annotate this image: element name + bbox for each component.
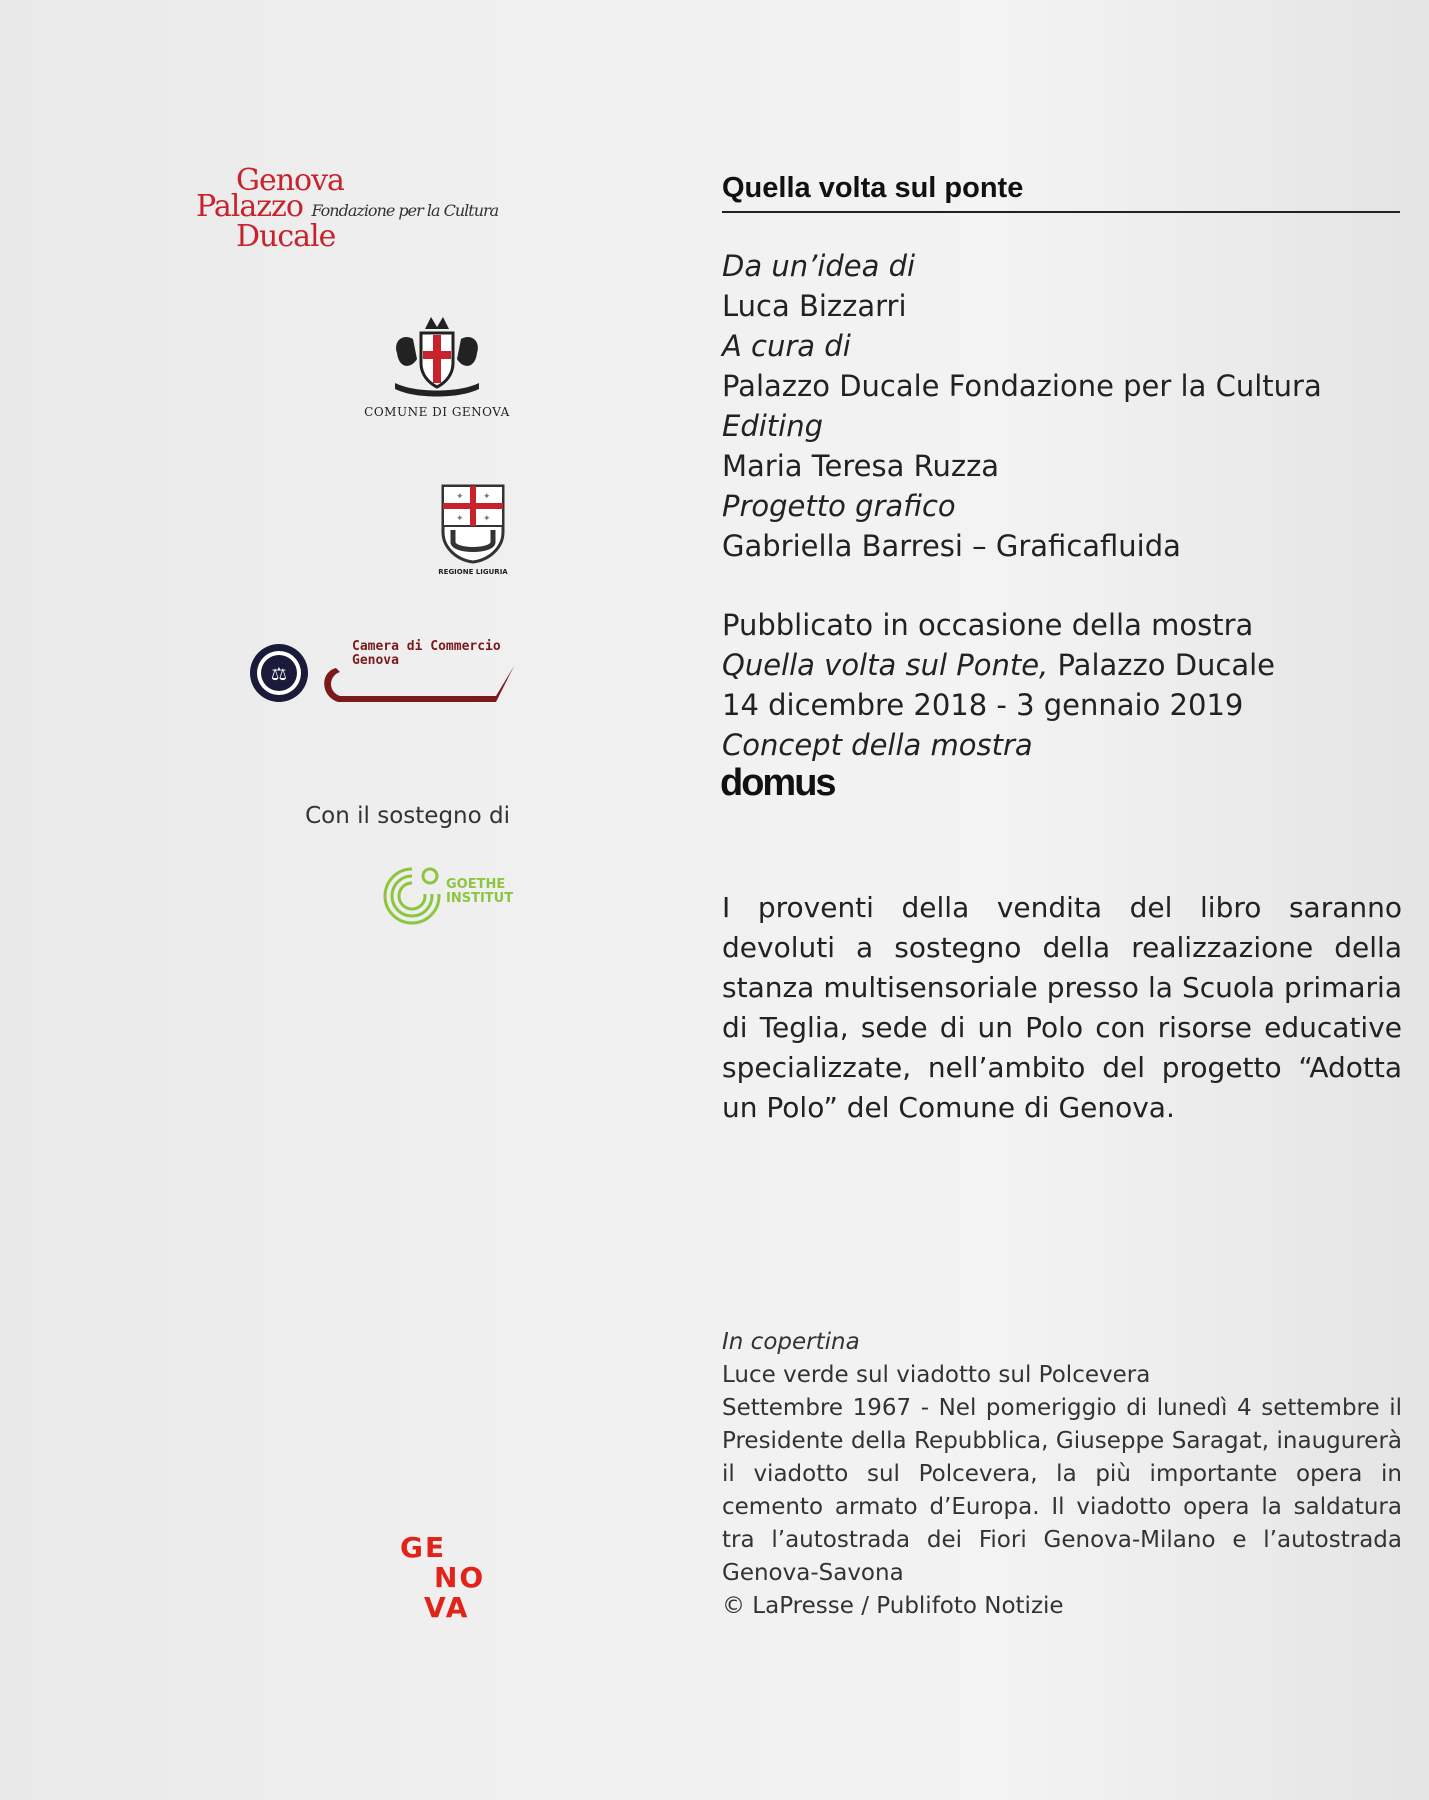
credit-line: Palazzo Ducale Fondazione per la Cultura <box>722 369 1322 403</box>
svg-text:✦: ✦ <box>456 514 464 524</box>
regione-shield-icon <box>439 482 507 564</box>
photo-credit: © LaPresse / Publifoto Notizie <box>722 1593 1064 1619</box>
logo-line-palazzo: Palazzo Fondazione per la Cultura <box>196 189 499 224</box>
proceeds-paragraph: I proventi della vendita del libro saranno devoluti a sostegno della realizzazione della stanza multisensoriale presso la Scuola primaria di Teglia, sede di un Polo con risorse educative specializzate, nell’ambito del progetto “Adotta un Polo” del Comune di Genova. <box>722 891 1402 1124</box>
title-block <box>722 172 1400 213</box>
svg-text:✦: ✦ <box>483 514 491 524</box>
credit-line: Luca Bizzarri <box>722 289 907 323</box>
cover-body: Settembre 1967 - Nel pomeriggio di lunedì 4 settembre il Presidente della Repubblica, Giuseppe Saragat, inaugurerà il viadotto sul Polcevera, la più importante opera in cemento armato d’Europa. Il viadotto opera la saldatura tra l’autostrada dei Fiori Genova-Milano e l’autostrada Genova-Savona <box>722 1395 1402 1586</box>
palazzo-ducale-logo <box>196 163 516 258</box>
credit-line: Progetto grafico <box>722 489 956 523</box>
credits-list <box>722 246 1382 566</box>
domus-logo: domus <box>720 762 835 804</box>
logo-line-genova: Genova <box>236 163 344 198</box>
svg-text:✦: ✦ <box>483 492 491 502</box>
comune-di-genova-logo <box>362 313 512 421</box>
sostegno-label: Con il sostegno di <box>305 803 510 829</box>
page-title: Quella volta sul ponte <box>722 172 1024 204</box>
goethe-spiral-icon <box>382 864 444 926</box>
credit-line: Da un’idea di <box>722 249 916 283</box>
publication-line: Pubblicato in occasione della mostra <box>722 608 1254 642</box>
camera-swoosh-icon <box>316 662 516 706</box>
comune-label: COMUNE DI GENOVA <box>364 405 510 419</box>
regione-liguria-logo <box>436 482 510 578</box>
regione-label: REGIONE LIGURIA <box>438 568 508 576</box>
logo-line-ducale: Ducale <box>236 219 336 254</box>
credit-line: Gabriella Barresi – Graficafluida <box>722 529 1181 563</box>
camera-di-commercio-logo <box>248 636 510 708</box>
cover-title: Luce verde sul viadotto sul Polcevera <box>722 1362 1151 1388</box>
logo-subtitle: Fondazione per la Cultura <box>311 201 499 220</box>
camera-label: Camera di Commercio Genova <box>352 639 501 668</box>
goethe-institut-logo <box>382 864 512 928</box>
cover-heading: In copertina <box>722 1329 860 1355</box>
publication-dates: 14 dicembre 2018 - 3 gennaio 2019 <box>722 688 1244 722</box>
genova-brand-logo: GE NO VA <box>400 1531 486 1624</box>
publication-info <box>722 605 1402 765</box>
publication-line: Quella volta sul Ponte, Palazzo Ducale <box>722 648 1276 682</box>
concept-label: Concept della mostra <box>722 728 1033 762</box>
chamber-seal-icon <box>248 642 310 704</box>
svg-text:⚖: ⚖ <box>270 664 288 685</box>
credit-line: Maria Teresa Ruzza <box>722 449 1000 483</box>
credit-line: Editing <box>722 409 824 443</box>
goethe-label: GOETHE INSTITUT <box>446 877 514 906</box>
coat-of-arms-icon <box>387 313 487 399</box>
svg-text:✦: ✦ <box>456 492 464 502</box>
credit-line: A cura di <box>722 329 851 363</box>
cover-caption <box>722 1326 1402 1623</box>
